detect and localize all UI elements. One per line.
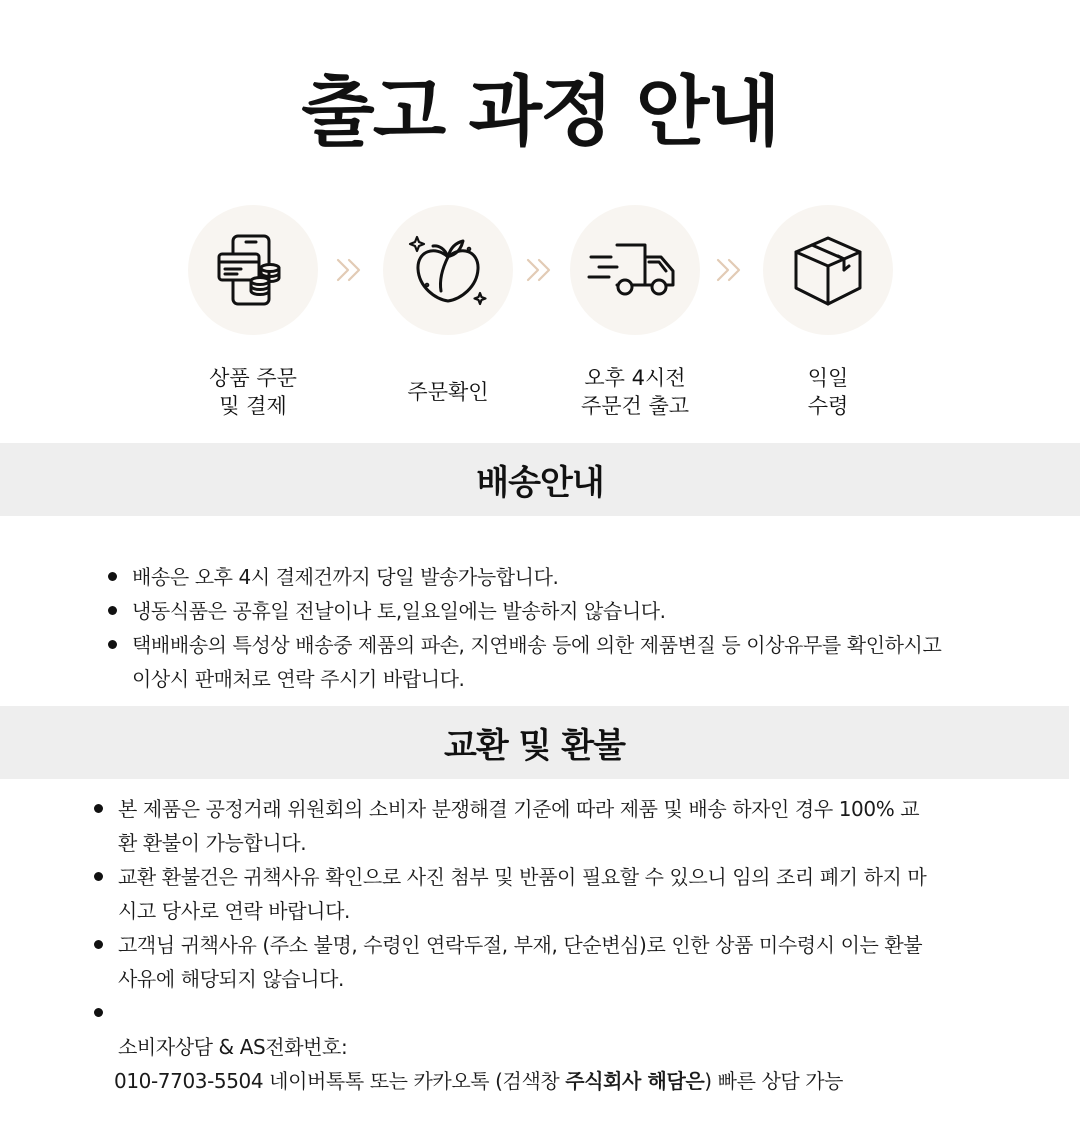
list-item: 고객님 귀책사유 (주소 불명, 수령인 연락두절, 부재, 단순변심)로 인한 상품 미수령시 이는 환불 사유에 해당되지 않습니다. bbox=[92, 928, 1052, 996]
list-item: 배송은 오후 4시 결제건까지 당일 발송가능합니다. bbox=[106, 560, 1066, 594]
page-title: 출고 과정 안내 bbox=[301, 67, 779, 156]
shipping-heading-band bbox=[0, 443, 1080, 516]
list-item: 택배배송의 특성상 배송중 제품의 파손, 지연배송 등에 의한 제품변질 등 이상유무를 확인하시고 이상시 판매처로 연락 주시기 바랍니다. bbox=[106, 628, 1066, 696]
step-circle bbox=[763, 205, 893, 335]
package-box-icon bbox=[788, 230, 868, 310]
contact-phone-text: 010-7703-5504 네이버톡톡 또는 카카오톡 (검색창 bbox=[114, 1069, 566, 1093]
refund-heading-band bbox=[0, 706, 1069, 779]
contact-item bbox=[92, 996, 1052, 1132]
process-step-receive bbox=[728, 205, 928, 418]
list-item: 교환 환불건은 귀책사유 확인으로 사진 첨부 및 반품이 필요할 수 있으니 임의 조리 폐기 하지 마 시고 당사로 연락 바랍니다. bbox=[92, 860, 1052, 928]
peach-icon bbox=[405, 227, 491, 313]
step-label: 오후 4시전 주문건 출고 bbox=[580, 366, 690, 418]
step-label: 상품 주문 및 결제 bbox=[209, 366, 297, 418]
process-step-order-confirm bbox=[348, 205, 548, 404]
delivery-truck-icon bbox=[587, 235, 683, 305]
list-item: 냉동식품은 공휴일 전날이나 토,일요일에는 발송하지 않습니다. bbox=[106, 594, 1066, 628]
process-step-shipping bbox=[535, 205, 735, 418]
refund-notice-list bbox=[92, 792, 1052, 1132]
company-name: 주식회사 해담은 bbox=[565, 1069, 705, 1093]
contact-suffix: ) 빠른 상담 가능 bbox=[704, 1069, 844, 1093]
shipping-notice-list bbox=[106, 560, 1066, 696]
step-circle bbox=[383, 205, 513, 335]
step-circle bbox=[188, 205, 318, 335]
step-circle bbox=[570, 205, 700, 335]
step-label: 주문확인 bbox=[407, 380, 489, 404]
list-item: 본 제품은 공정거래 위원회의 소비자 분쟁해결 기준에 따라 제품 및 배송 하자인 경우 100% 교 환 환불이 가능합니다. bbox=[92, 792, 1052, 860]
contact-line bbox=[92, 1064, 1052, 1098]
process-step-order-payment bbox=[153, 205, 353, 418]
phone-payment-icon bbox=[215, 232, 291, 308]
shipping-heading: 배송안내 bbox=[476, 463, 604, 503]
refund-heading: 교환 및 환불 bbox=[444, 726, 625, 766]
contact-label: 소비자상담 & AS전화번호: bbox=[118, 1035, 348, 1059]
step-label: 익일 수령 bbox=[807, 366, 849, 418]
